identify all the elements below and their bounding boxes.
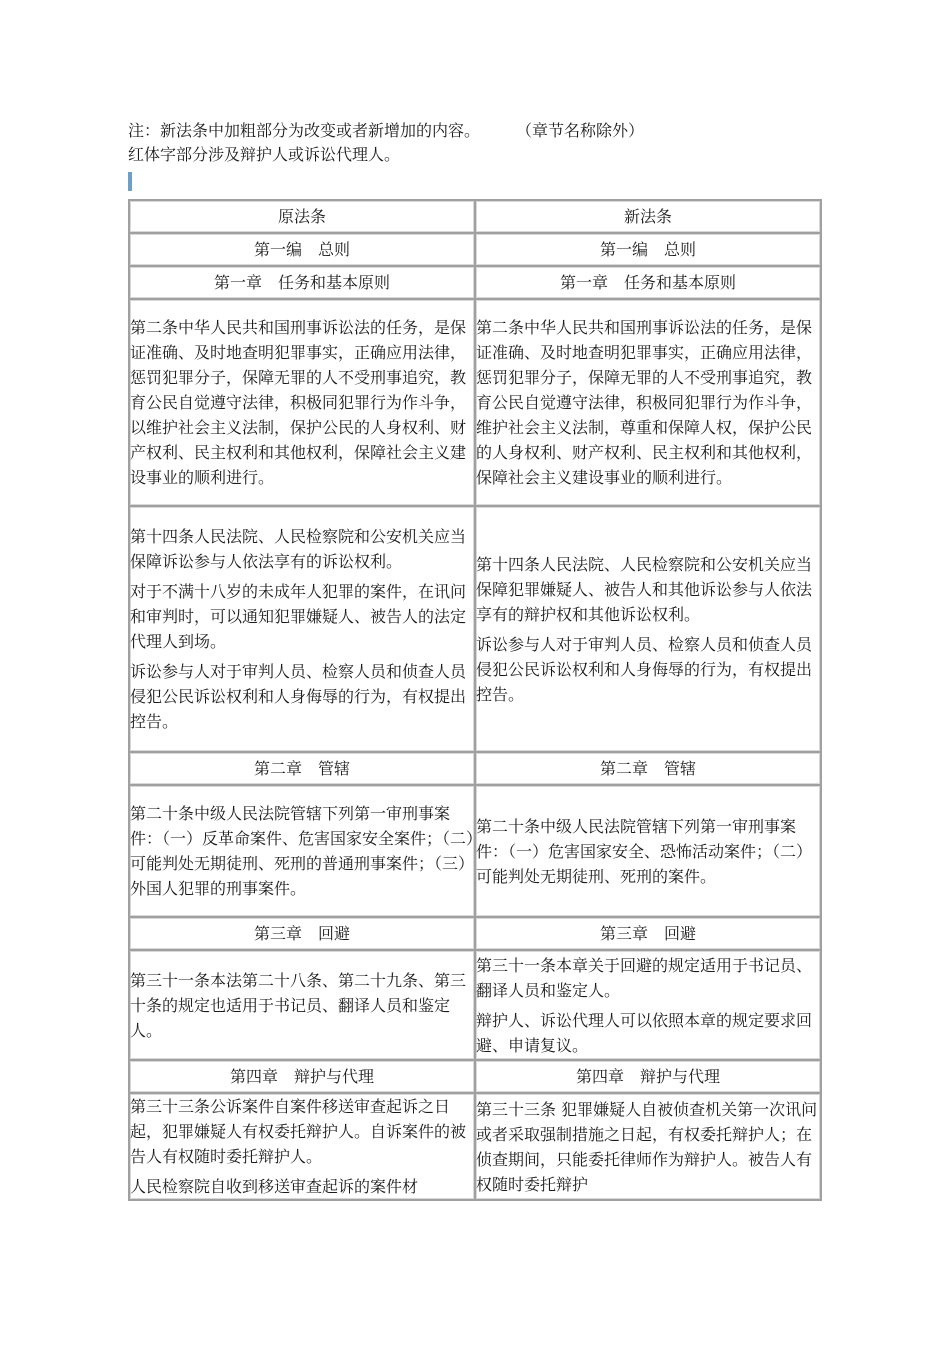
article-paragraph: 辩护人、诉讼代理人可以依照本章的规定要求回避、申请复议。 bbox=[476, 1010, 813, 1055]
chapter-heading-old: 第二章 管辖 bbox=[129, 752, 475, 785]
chapter-heading-old: 第一章 任务和基本原则 bbox=[129, 266, 475, 299]
chapter-heading-new: 第二章 管辖 bbox=[475, 752, 821, 785]
note-exception-text: （章节名称除外） bbox=[516, 121, 645, 140]
chapter-heading-row bbox=[129, 1060, 821, 1093]
part-heading-row bbox=[129, 233, 821, 266]
article-31-new bbox=[475, 950, 821, 1060]
article-text: 第二条中华人民共和国刑事诉讼法的任务，是保证准确、及时地查明犯罪事实，正确应用法律，惩罚犯罪分子，保障无罪的人不受刑事追究，教育公民自觉遵守法律，积极同犯罪行为作斗争，以维护社会主义法制，保护公民的人身权利、财产权利、民主权利和其他权利，保障社会主义建设事业的顺利进行。 bbox=[130, 318, 467, 487]
chapter-heading-new: 第一章 任务和基本原则 bbox=[475, 266, 821, 299]
article-text: 第二十条中级人民法院管辖下列第一审刑事案件：（一）危害国家安全、恐怖活动案件；（二）可能判处无期徒刑、死刑的案件。 bbox=[476, 816, 813, 886]
article-paragraph: 人民检察院自收到移送审查起诉的案件材 bbox=[130, 1177, 419, 1196]
article-paragraph: 第十四条人民法院、人民检察院和公安机关应当保障犯罪嫌疑人、被告人和其他诉讼参与人依法享有的辩护权和其他诉讼权利。 bbox=[476, 554, 813, 624]
article-33-new bbox=[475, 1093, 821, 1200]
article-row bbox=[129, 785, 821, 917]
column-header-old: 原法条 bbox=[129, 200, 475, 233]
chapter-heading-row bbox=[129, 752, 821, 785]
note-bold-text: 注：新法条中加粗部分为改变或者新增加的内容。 bbox=[128, 121, 481, 140]
article-text: 第二条中华人民共和国刑事诉讼法的任务，是保证准确、及时地查明犯罪事实，正确应用法律，惩罚犯罪分子，保障无罪的人不受刑事追究，教育公民自觉遵守法律，积极同犯罪行为作斗争，维护社会主义法制，尊重和保障人权，保护公民的人身权利、财产权利、民主权利和其他权利，保障社会主义建设事业的顺利进行。 bbox=[476, 318, 813, 487]
article-14-new bbox=[475, 506, 821, 752]
chapter-heading-old: 第三章 回避 bbox=[129, 917, 475, 950]
comparison-table bbox=[128, 199, 822, 1201]
article-20-new bbox=[475, 785, 821, 917]
article-2-old bbox=[129, 299, 475, 506]
article-paragraph: 诉讼参与人对于审判人员、检察人员和侦查人员侵犯公民诉讼权利和人身侮辱的行为，有权提出控告。 bbox=[130, 662, 467, 731]
article-row bbox=[129, 506, 821, 752]
article-paragraph: 第三十一条本章关于回避的规定适用于书记员、翻译人员和鉴定人。 bbox=[476, 955, 813, 1000]
article-text: 第二十条中级人民法院管辖下列第一审刑事案件：（一）反革命案件、危害国家安全案件；（二）可能判处无期徒刑、死刑的普通刑事案件；（三）外国人犯罪的刑事案件。 bbox=[130, 804, 475, 898]
article-paragraph: 诉讼参与人对于审判人员、检察人员和侦查人员侵犯公民诉讼权利和人身侮辱的行为，有权提出控告。 bbox=[476, 634, 813, 704]
legend-note bbox=[128, 119, 644, 167]
table-header-row bbox=[129, 200, 821, 233]
article-2-new bbox=[475, 299, 821, 506]
section-marker bbox=[128, 172, 132, 191]
chapter-heading-row bbox=[129, 266, 821, 299]
article-row bbox=[129, 950, 821, 1060]
article-20-old bbox=[129, 785, 475, 917]
article-row bbox=[129, 1093, 821, 1200]
article-33-old bbox=[129, 1093, 475, 1200]
article-paragraph: 对于不满十八岁的未成年人犯罪的案件，在讯问和审判时，可以通知犯罪嫌疑人、被告人的法定代理人到场。 bbox=[130, 582, 467, 651]
column-header-new: 新法条 bbox=[475, 200, 821, 233]
article-31-old bbox=[129, 950, 475, 1060]
article-row bbox=[129, 299, 821, 506]
part-heading-old: 第一编 总则 bbox=[129, 233, 475, 266]
part-heading-new: 第一编 总则 bbox=[475, 233, 821, 266]
chapter-heading-new: 第三章 回避 bbox=[475, 917, 821, 950]
article-paragraph: 第三十三条 犯罪嫌疑人自被侦查机关第一次讯问或者采取强制措施之日起，有权委托辩护人；在侦查期间，只能委托律师作为辩护人。被告人有权随时委托辩护 bbox=[476, 1099, 818, 1194]
note-line-2: 红体字部分涉及辩护人或诉讼代理人。 bbox=[128, 145, 401, 164]
chapter-heading-new: 第四章 辩护与代理 bbox=[475, 1060, 821, 1093]
article-14-old bbox=[129, 506, 475, 752]
note-line-1 bbox=[128, 119, 644, 143]
chapter-heading-old: 第四章 辩护与代理 bbox=[129, 1060, 475, 1093]
article-paragraph: 第十四条人民法院、人民检察院和公安机关应当保障诉讼参与人依法享有的诉讼权利。 bbox=[130, 527, 467, 571]
chapter-heading-row bbox=[129, 917, 821, 950]
article-text: 第三十一条本法第二十八条、第二十九条、第三十条的规定也适用于书记员、翻译人员和鉴定人。 bbox=[130, 970, 467, 1040]
article-paragraph: 第三十三条公诉案件自案件移送审查起诉之日起，犯罪嫌疑人有权委托辩护人。自诉案件的被告人有权随时委托辩护人。 bbox=[130, 1097, 467, 1166]
